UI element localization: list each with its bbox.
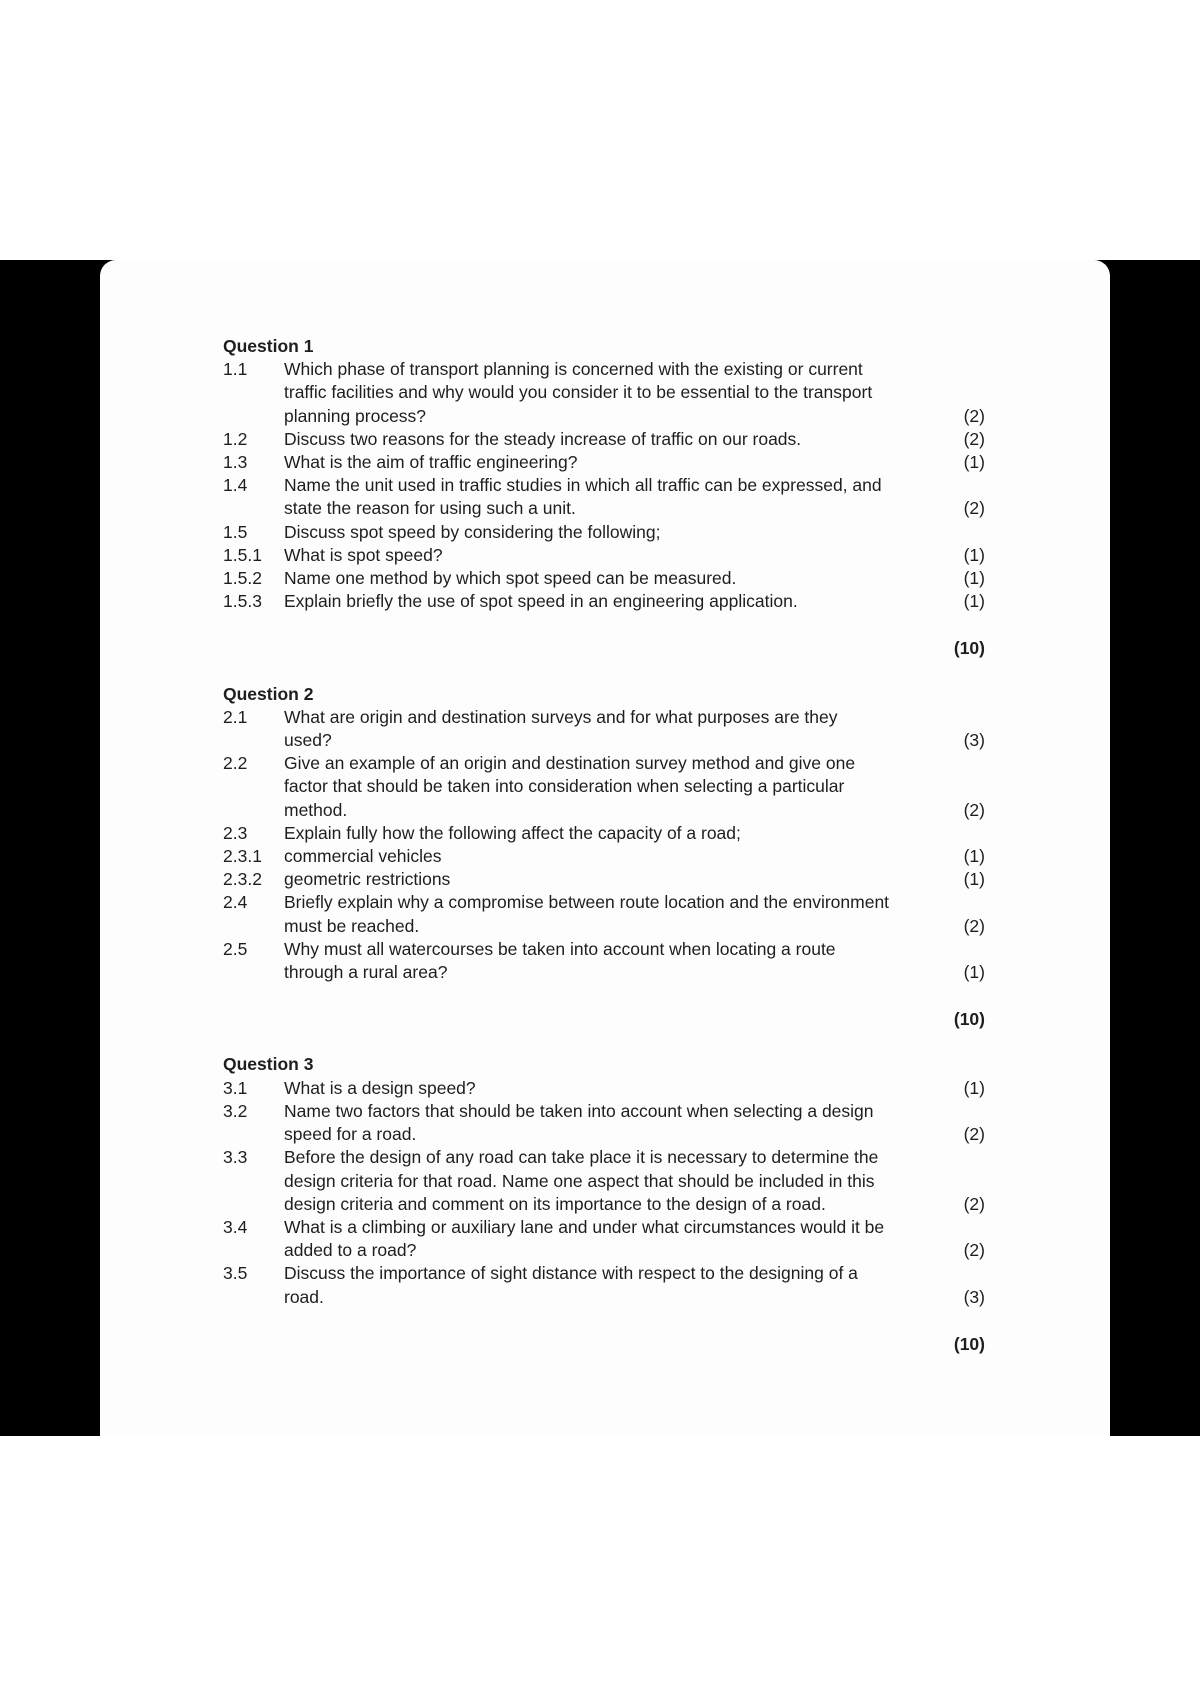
item-line-text: speed for a road. [284,1124,417,1145]
item-number: 1.5.3 [223,591,262,612]
item-text-line [284,1286,985,1309]
item-line-text: Discuss two reasons for the steady increase of traffic on our roads. [284,428,802,449]
item-text [284,706,985,752]
item-number: 2.3 [223,822,248,843]
item-marks: (1) [963,591,985,612]
item-text-line [284,961,985,984]
item-text [284,752,985,822]
question-item [223,474,985,520]
item-number: 2.3.2 [223,869,262,890]
question-item [223,590,985,613]
item-line-text: traffic facilities and why would you consider it to be essential to the transport [284,382,873,403]
item-text-line [284,474,985,497]
question-item [223,1146,985,1216]
item-text-line [284,799,985,822]
item-text-line [284,706,985,729]
question-title: Question 3 [223,1054,314,1075]
item-text-line [284,1193,985,1216]
question-item [223,544,985,567]
item-text-line [284,1123,985,1146]
item-text [284,590,985,613]
item-text-line [284,381,985,404]
item-line-text: Explain fully how the following affect the capacity of a road; [284,822,741,843]
item-text-line [284,915,985,938]
question-item [223,752,985,822]
item-number: 1.4 [223,475,248,496]
item-number: 2.5 [223,938,248,959]
item-text-line [284,1170,985,1193]
item-text-line [284,1100,985,1123]
item-text-line [284,405,985,428]
item-text-line [284,938,985,961]
item-marks: (3) [963,1286,985,1307]
item-line-text: What is spot speed? [284,544,443,565]
item-text [284,1146,985,1216]
item-number: 3.4 [223,1216,248,1237]
item-marks: (2) [963,1193,985,1214]
item-number: 3.1 [223,1077,248,1098]
question-section [223,683,985,1054]
item-number: 2.1 [223,706,248,727]
question-item [223,1216,985,1262]
item-text [284,428,985,451]
item-text-line [284,868,985,891]
item-marks: (1) [963,544,985,565]
item-marks: (2) [963,1124,985,1145]
item-line-text: What is the aim of traffic engineering? [284,452,578,473]
item-number: 1.3 [223,452,248,473]
item-text-line [284,729,985,752]
item-line-text: What is a climbing or auxiliary lane and under what circumstances would it be [284,1216,885,1237]
item-marks: (2) [963,428,985,449]
item-number: 3.5 [223,1263,248,1284]
item-text [284,567,985,590]
exam-content [223,335,985,1356]
item-marks: (2) [963,915,985,936]
question-section [223,335,985,683]
item-line-text: must be reached. [284,915,420,936]
question-item [223,1100,985,1146]
item-number: 2.2 [223,753,248,774]
item-number: 2.3.1 [223,846,262,867]
item-marks: (1) [963,568,985,589]
question-item [223,1077,985,1100]
item-text [284,521,985,544]
item-number: 1.2 [223,428,248,449]
item-line-text: What are origin and destination surveys and for what purposes are they [284,706,838,727]
item-line-text: factor that should be taken into consideration when selecting a particular [284,776,845,797]
item-text [284,845,985,868]
item-line-text: state the reason for using such a unit. [284,498,576,519]
item-number: 1.1 [223,359,248,380]
item-text [284,891,985,937]
item-line-text: road. [284,1286,324,1307]
item-text-line [284,590,985,613]
item-line-text: Which phase of transport planning is concerned with the existing or current [284,359,863,380]
item-number: 1.5 [223,521,248,542]
item-text-line [284,521,985,544]
item-text-line [284,358,985,381]
item-line-text: through a rural area? [284,962,448,983]
item-text-line [284,752,985,775]
item-text-line [284,451,985,474]
item-marks: (1) [963,846,985,867]
item-number: 3.2 [223,1100,248,1121]
item-marks: (2) [963,799,985,820]
item-text [284,1100,985,1146]
question-item [223,845,985,868]
item-text-line [284,822,985,845]
item-text-line [284,1216,985,1239]
question-item [223,822,985,845]
item-marks: (1) [963,962,985,983]
item-line-text: Briefly explain why a compromise between route location and the environment [284,892,890,913]
item-number: 1.5.1 [223,544,262,565]
item-text [284,1262,985,1308]
item-line-text: Give an example of an origin and destination survey method and give one [284,753,856,774]
item-line-text: commercial vehicles [284,846,442,867]
item-line-text: Discuss spot speed by considering the following; [284,521,661,542]
item-line-text: planning process? [284,405,427,426]
item-text [284,938,985,984]
item-marks: (1) [963,1077,985,1098]
item-text-line [284,1077,985,1100]
item-text [284,822,985,845]
item-marks: (2) [963,498,985,519]
item-line-text: design criteria for that road. Name one aspect that should be included in this [284,1170,875,1191]
item-text-line [284,497,985,520]
question-section [223,1053,985,1355]
question-total-marks: (10) [953,1333,985,1354]
item-text [284,358,985,428]
item-line-text: added to a road? [284,1240,417,1261]
item-text-line [284,544,985,567]
question-total-marks: (10) [953,638,985,659]
question-title: Question 2 [223,683,314,704]
item-text-line [284,1239,985,1262]
question-item [223,451,985,474]
item-text [284,544,985,567]
question-item [223,891,985,937]
question-total-marks: (10) [953,1009,985,1030]
item-text [284,474,985,520]
item-number: 3.3 [223,1147,248,1168]
item-marks: (1) [963,452,985,473]
question-item [223,428,985,451]
item-text [284,451,985,474]
question-item [223,938,985,984]
item-text-line [284,567,985,590]
item-line-text: Name one method by which spot speed can be measured. [284,568,737,589]
question-item [223,567,985,590]
question-item [223,521,985,544]
question-item [223,868,985,891]
item-line-text: design criteria and comment on its importance to the design of a road. [284,1193,826,1214]
question-item [223,358,985,428]
item-line-text: Before the design of any road can take place it is necessary to determine the [284,1147,879,1168]
item-line-text: Name two factors that should be taken into account when selecting a design [284,1100,874,1121]
item-marks: (2) [963,405,985,426]
item-text-line [284,1146,985,1169]
item-number: 2.4 [223,892,248,913]
question-title: Question 1 [223,336,314,356]
item-line-text: Name the unit used in traffic studies in which all traffic can be expressed, and [284,475,882,496]
item-line-text: method. [284,799,348,820]
item-marks: (2) [963,1240,985,1261]
item-line-text: What is a design speed? [284,1077,476,1098]
item-line-text: Discuss the importance of sight distance with respect to the designing of a [284,1263,858,1284]
item-line-text: Explain briefly the use of spot speed in an engineering application. [284,591,798,612]
question-item [223,706,985,752]
item-line-text: geometric restrictions [284,869,451,890]
item-line-text: Why must all watercourses be taken into account when locating a route [284,938,836,959]
item-text [284,1216,985,1262]
item-text [284,1077,985,1100]
item-text-line [284,428,985,451]
question-item [223,1262,985,1308]
item-line-text: used? [284,730,332,751]
item-text [284,868,985,891]
item-marks: (1) [963,869,985,890]
item-text-line [284,1262,985,1285]
item-number: 1.5.2 [223,568,262,589]
item-text-line [284,775,985,798]
item-text-line [284,891,985,914]
item-text-line [284,845,985,868]
item-marks: (3) [963,730,985,751]
